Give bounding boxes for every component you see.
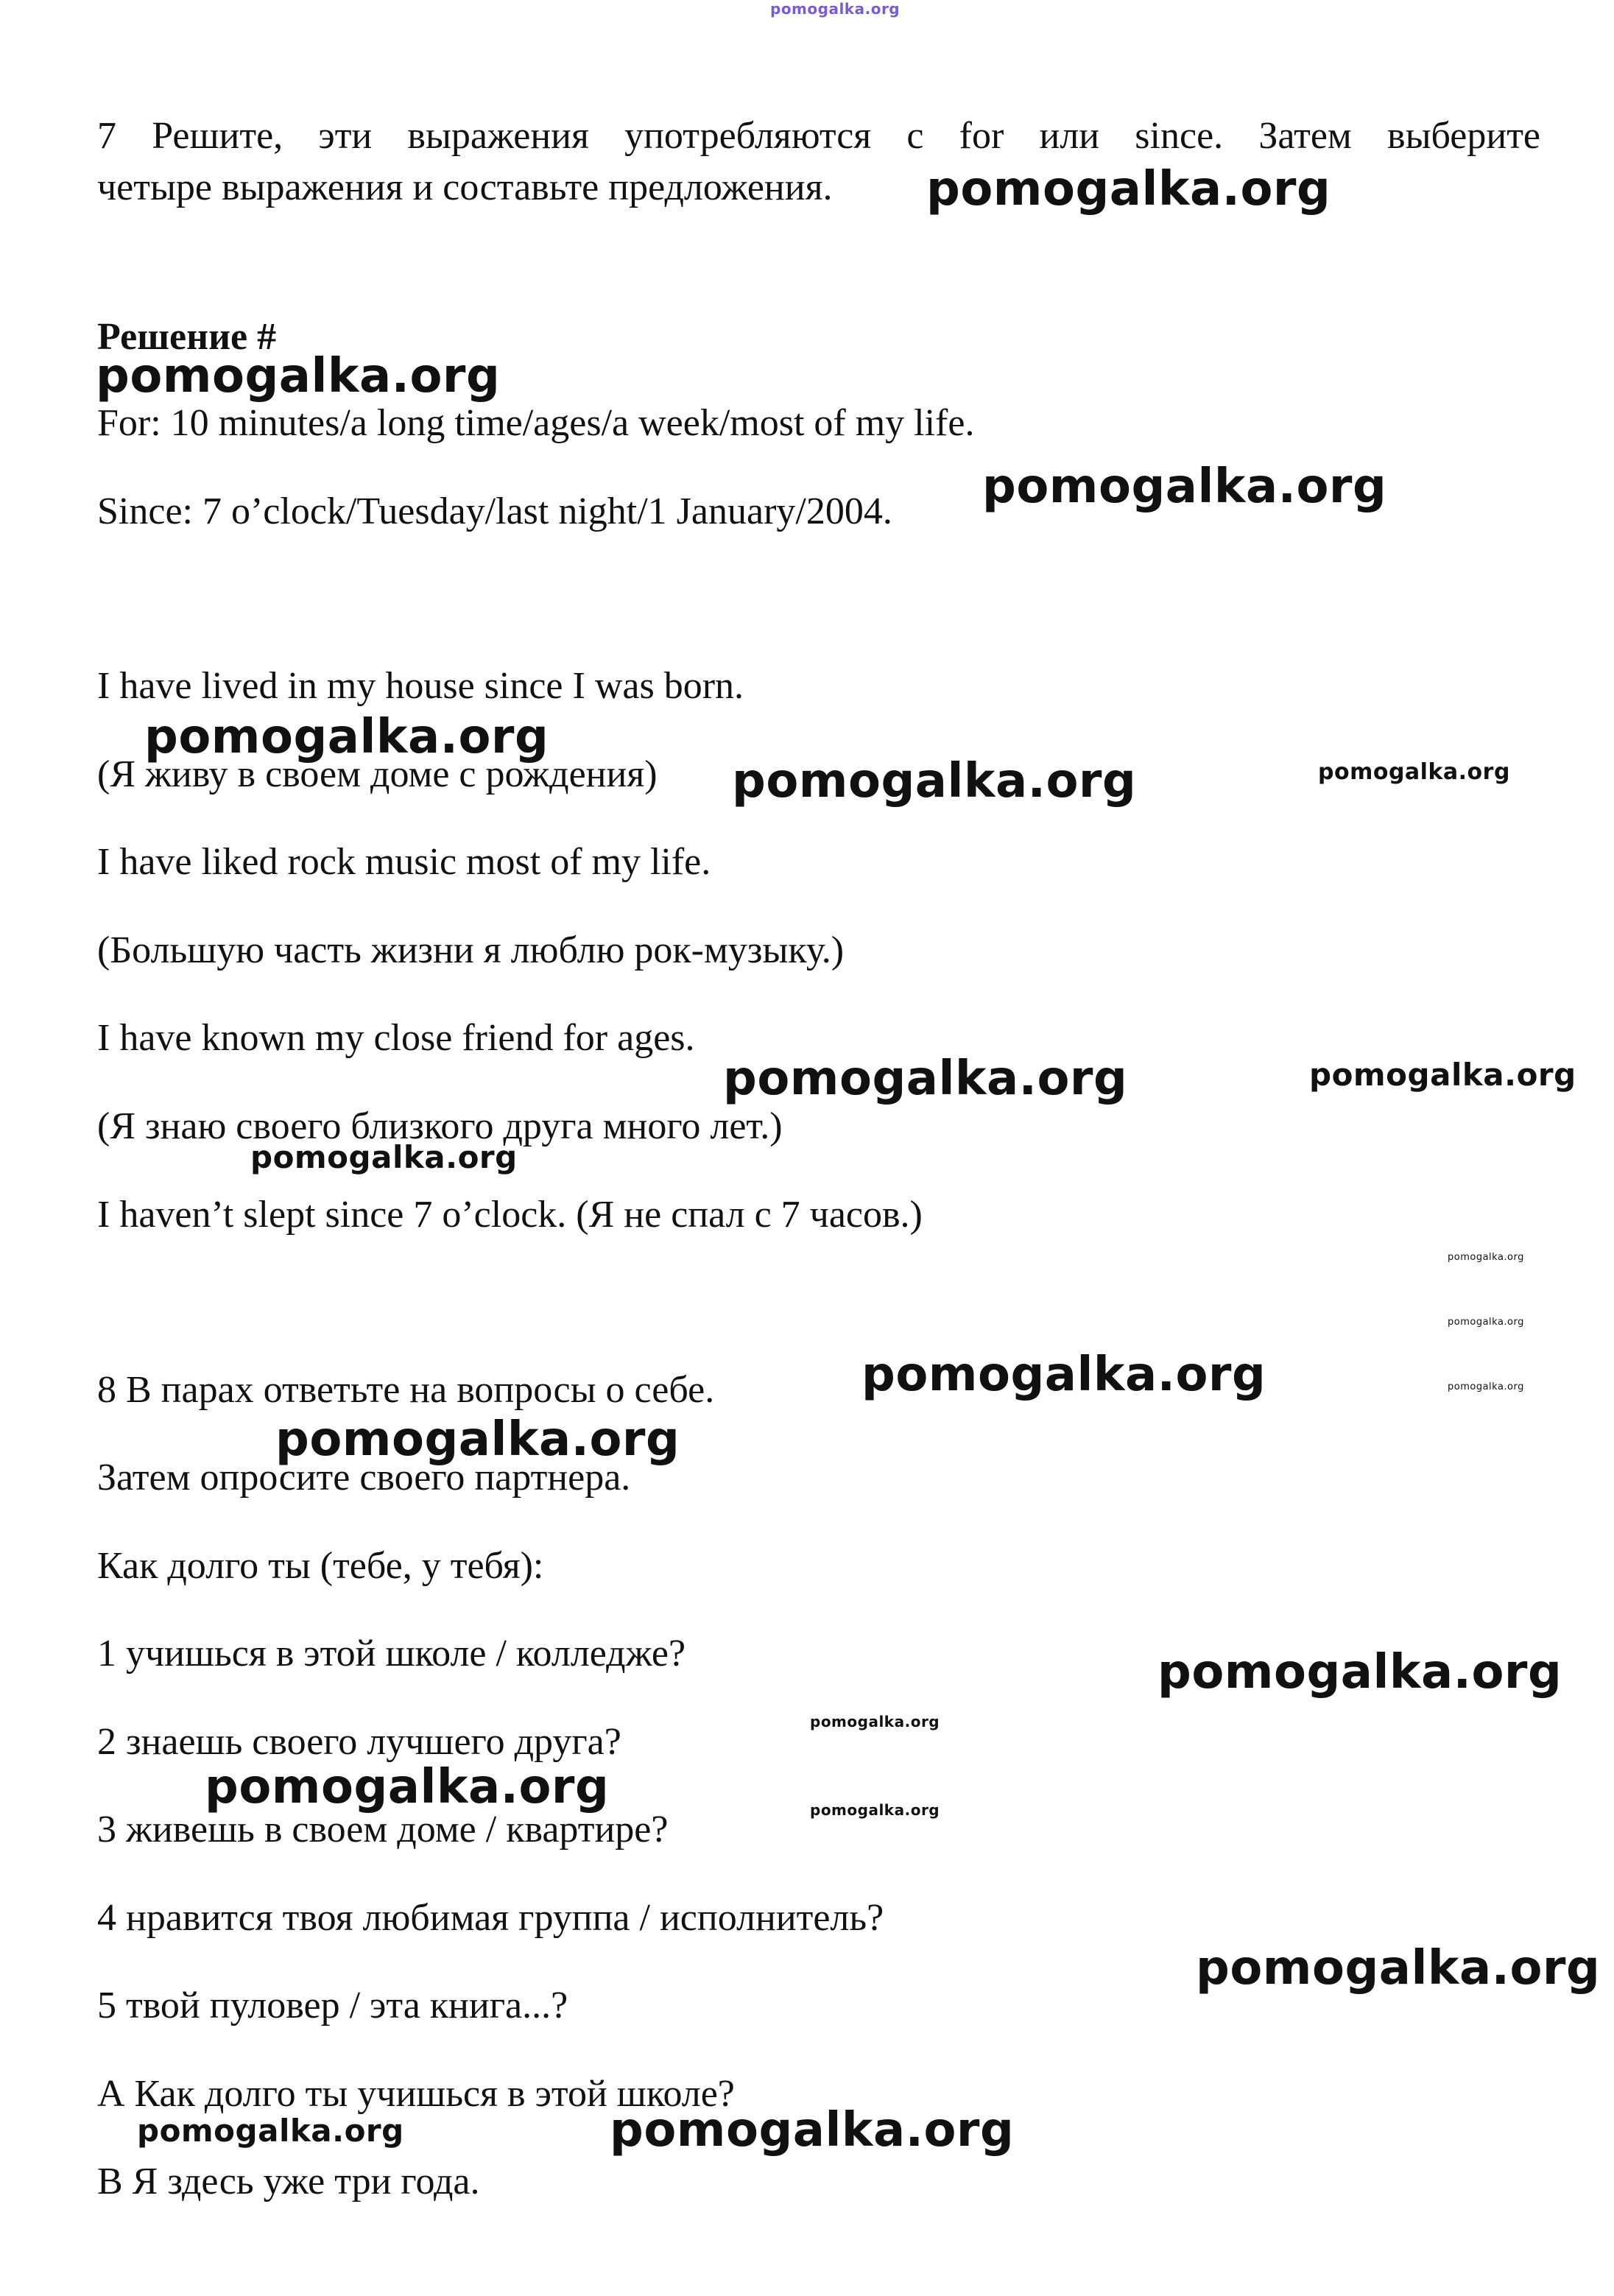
watermark: pomogalka.org bbox=[982, 459, 1387, 514]
example-translation: (Я живу в своем доме с рождения) bbox=[97, 753, 658, 795]
watermark: pomogalka.org bbox=[137, 2113, 404, 2149]
task7-line2: четыре выражения и составьте предложения. bbox=[97, 166, 833, 208]
example-sentence: I haven’t slept since 7 o’clock. (Я не спал с 7 часов.) bbox=[97, 1194, 923, 1236]
watermark: pomogalka.org bbox=[1309, 1057, 1576, 1093]
dialogue-line: В Я здесь уже три года. bbox=[97, 2161, 480, 2202]
example-sentence: I have liked rock music most of my life. bbox=[97, 841, 711, 883]
example-translation: (Большую часть жизни я люблю рок-музыку.) bbox=[97, 929, 845, 971]
watermark: pomogalka.org bbox=[810, 1713, 940, 1730]
watermark: pomogalka.org bbox=[1448, 1317, 1524, 1328]
watermark: pomogalka.org bbox=[1448, 1252, 1524, 1263]
for-line: For: 10 minutes/a long time/ages/a week/most of my life. bbox=[97, 402, 975, 444]
example-sentence: I have lived in my house since I was born. bbox=[97, 665, 744, 707]
header-watermark: pomogalka.org bbox=[770, 0, 901, 18]
since-line: Since: 7 o’clock/Tuesday/last night/1 January/2004. bbox=[97, 490, 892, 532]
watermark: pomogalka.org bbox=[205, 1760, 610, 1814]
watermark: pomogalka.org bbox=[144, 710, 549, 764]
example-sentence: I have known my close friend for ages. bbox=[97, 1017, 695, 1059]
watermark: pomogalka.org bbox=[275, 1412, 680, 1467]
question-item: 4 нравится твоя любимая группа / исполнитель? bbox=[97, 1897, 884, 1939]
watermark: pomogalka.org bbox=[723, 1052, 1128, 1106]
dialogue-line: А Как долго ты учишься в этой школе? bbox=[97, 2073, 735, 2115]
question-item: 2 знаешь своего лучшего друга? bbox=[97, 1721, 621, 1763]
watermark: pomogalka.org bbox=[250, 1139, 518, 1175]
watermark: pomogalka.org bbox=[732, 754, 1137, 809]
watermark: pomogalka.org bbox=[1448, 1381, 1524, 1392]
watermark: pomogalka.org bbox=[1157, 1645, 1562, 1700]
watermark: pomogalka.org bbox=[610, 2103, 1015, 2158]
question-item: 1 учишься в этой школе / колледже? bbox=[97, 1633, 686, 1675]
question-item: 5 твой пуловер / эта книга...? bbox=[97, 1985, 568, 2026]
solution-heading: Решение # bbox=[97, 316, 277, 358]
watermark: pomogalka.org bbox=[1196, 1941, 1601, 1996]
task8-line1: 8 В парах ответьте на вопросы о себе. bbox=[97, 1369, 715, 1411]
watermark: pomogalka.org bbox=[810, 1801, 940, 1819]
question-item: 3 живешь в своем доме / квартире? bbox=[97, 1809, 669, 1850]
watermark: pomogalka.org bbox=[861, 1348, 1266, 1402]
task7-line1: 7 Решите, эти выражения употребляются с for или since. Затем выберите bbox=[97, 115, 1540, 157]
watermark: pomogalka.org bbox=[926, 162, 1331, 216]
watermark: pomogalka.org bbox=[96, 349, 501, 404]
task8-intro: Как долго ты (тебе, у тебя): bbox=[97, 1545, 544, 1587]
task8-line2: Затем опросите своего партнера. bbox=[97, 1457, 631, 1499]
example-translation: (Я знаю своего близкого друга много лет.) bbox=[97, 1105, 783, 1147]
watermark: pomogalka.org bbox=[1318, 759, 1510, 785]
